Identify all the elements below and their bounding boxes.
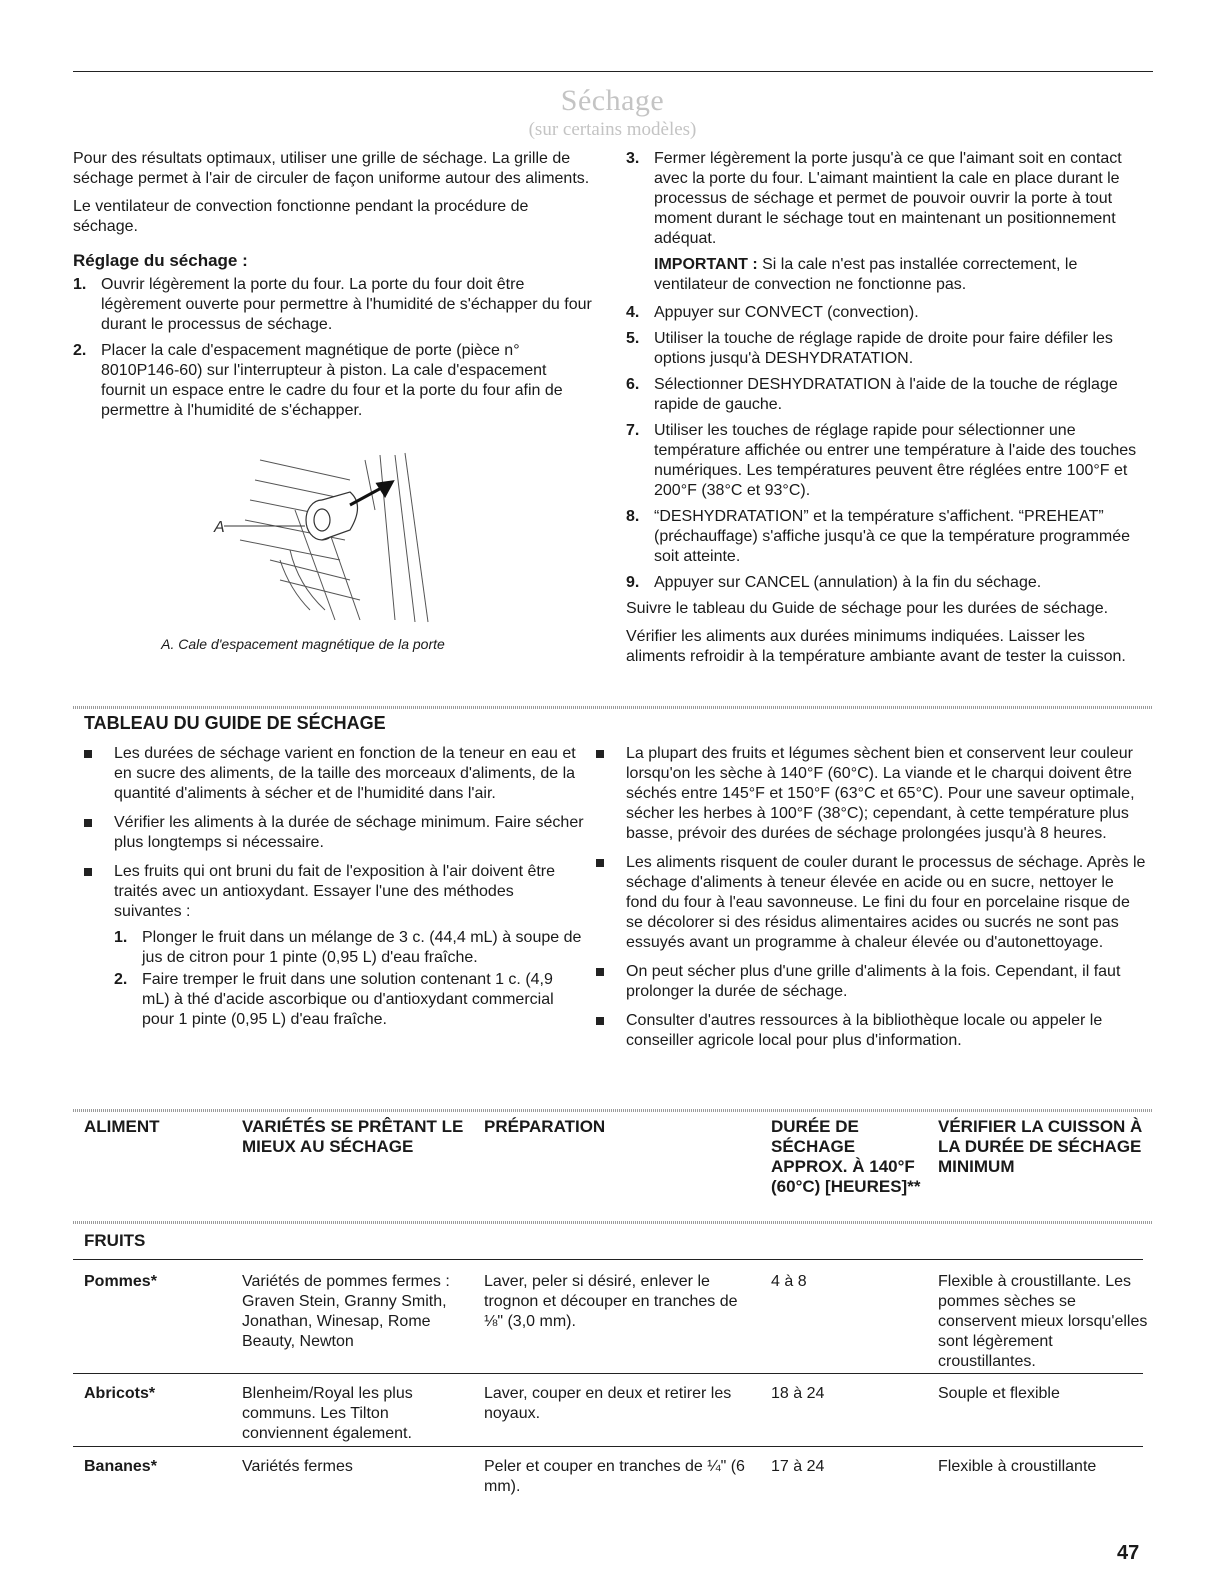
step-item: 6. Sélectionner DESHYDRATATION à l'aide de la touche de réglage rapide de gauche.	[626, 376, 1118, 413]
steps-list	[73, 275, 593, 421]
bullet-item: Vérifier les aliments à la durée de séchage minimum. Faire sécher plus longtemps si nécessaire.	[84, 813, 584, 853]
step-item: 2. Placer la cale d'espacement magnétique de porte (pièce n° 8010P146-60) sur l'interrupteur à piston. La cale d'espacement fournit un espace entre le cadre du four et la porte du four afin de permettre à l'humidité de s'échapper.	[73, 342, 563, 419]
bullet-item: Les aliments risquent de couler durant le processus de séchage. Après le séchage d'aliments à teneur élevée en acide ou en sucre, nettoyer le fond du four à l'eau savonneuse. Le fini du four en porcelaine risque de se décolorer si des résidus alimentaires acides ou sucrés ne sont pas essuyés avant un programme à chaleur élevée ou d'autonettoyage.	[596, 853, 1146, 953]
header-varieties: VARIÉTÉS SE PRÊTANT LE MIEUX AU SÉCHAGE	[242, 1117, 464, 1156]
table-row-time: 4 à 8	[771, 1273, 807, 1290]
right-column	[626, 149, 1148, 675]
table-row-food: Abricots*	[84, 1385, 156, 1402]
table-divider	[73, 1221, 1153, 1224]
bullet-item: La plupart des fruits et légumes sèchent bien et conservent leur couleur lorsqu'on les sèche à 140°F (60°C). La viande et le charqui doivent être séchés entre 145°F et 150°F (63°C et 65°C). Pour une saveur optimale, sécher les herbes à 100°F (38°C); cependant, à cette température plus basse, prévoir des durées de séchage prolongées jusqu'à 8 heures.	[596, 744, 1146, 844]
header-preparation: PRÉPARATION	[484, 1117, 606, 1136]
bullet-square-icon	[596, 859, 604, 867]
table-row-food: Bananes*	[84, 1458, 157, 1475]
bullet-item: Les fruits qui ont bruni du fait de l'exposition à l'air doivent être traités avec un antioxydant. Essayer l'une des méthodes suivantes : 1. Plonger le fruit dans un mélange de 3 c. (44,4 mL) à soupe de jus de citron pour 1 pinte (0,95 L) d'eau fraîche. 2. Faire tremper le fruit dans une solution contenant 1 c. (4,9 mL) à thé d'acide ascorbique ou d'antioxydant commercial pour 1 pinte (0,95 L) d'eau fraîche.	[84, 862, 584, 1030]
door-spacer-illustration	[200, 450, 460, 630]
bullet-item: Les durées de séchage varient en fonction de la teneur en eau et en sucre des aliments, de la taille des morceaux d'aliments, de la quantité d'aliments à sécher et de l'humidité dans l'air.	[84, 744, 584, 804]
step-item: 8. “DESHYDRATATION” et la température s'affichent. “PREHEAT” (préchauffage) s'affiche jusqu'à ce que la température programmée soit atteinte.	[626, 508, 1131, 565]
page-title: Séchage	[560, 84, 665, 117]
table-row-preparation: Laver, couper en deux et retirer les noyaux.	[484, 1385, 732, 1422]
bullet-square-icon	[84, 868, 92, 876]
section-divider	[73, 706, 1153, 709]
bullet-list	[596, 744, 1146, 1051]
sub-step-item: 2. Faire tremper le fruit dans une solution contenant 1 c. (4,9 mL) à thé d'acide ascorbique ou d'antioxydant commercial pour 1 pinte (0,95 L) d'eau fraîche.	[114, 971, 554, 1028]
step-item: 7. Utiliser les touches de réglage rapide pour sélectionner une température affichée ou entrer une température à l'aide des touches numériques. Les températures peuvent être réglées entre 100°F et 200°F (38°C et 93°C).	[626, 422, 1137, 499]
row-rule	[73, 1373, 1143, 1374]
header-drying-time: DURÉE DE SÉCHAGE APPROX. À 140°F (60°C) [HEURES]**	[771, 1117, 921, 1196]
table-row-time: 17 à 24	[771, 1458, 825, 1475]
important-label: IMPORTANT :	[654, 256, 758, 273]
left-column	[73, 149, 593, 427]
paragraph: Suivre le tableau du Guide de séchage pour les durées de séchage.	[626, 600, 1109, 617]
category-fruits: FRUITS	[84, 1231, 146, 1250]
step-item: 5. Utiliser la touche de réglage rapide de droite pour faire défiler les options jusqu'à DESHYDRATATION.	[626, 330, 1113, 367]
header-food: ALIMENT	[84, 1117, 160, 1136]
steps-list	[626, 149, 1148, 249]
table-row-check: Flexible à croustillante. Les pommes sèches se conservent mieux lorsqu'elles sont légèrement croustillantes.	[938, 1273, 1148, 1370]
table-row-varieties: Variétés fermes	[242, 1458, 353, 1475]
paragraph: Vérifier les aliments aux durées minimums indiquées. Laisser les aliments refroidir à la température ambiante avant de tester la cuisson.	[626, 628, 1126, 665]
steps-list	[626, 303, 1148, 593]
figure-label: A	[214, 519, 225, 536]
bullet-square-icon	[84, 819, 92, 827]
bullet-square-icon	[596, 968, 604, 976]
table-row-preparation: Peler et couper en tranches de ¼" (6 mm).	[484, 1458, 745, 1495]
bullet-list	[84, 744, 584, 1030]
table-divider	[73, 1109, 1153, 1112]
table-row-varieties: Variétés de pommes fermes : Graven Stein, Granny Smith, Jonathan, Winesap, Rome Beauty, Newton	[242, 1273, 450, 1350]
top-rule	[73, 71, 1153, 72]
section-heading: Réglage du séchage :	[73, 251, 248, 270]
bullet-item: Consulter d'autres ressources à la bibliothèque locale ou appeler le conseiller agricole local pour plus d'information.	[596, 1011, 1146, 1051]
bullet-item: On peut sécher plus d'une grille d'aliments à la fois. Cependant, il faut prolonger la durée de séchage.	[596, 962, 1146, 1002]
guide-title: TABLEAU DU GUIDE DE SÉCHAGE	[84, 713, 386, 733]
intro-paragraph: Pour des résultats optimaux, utiliser une grille de séchage. La grille de séchage permet à l'air de circuler de façon uniforme autour des aliments.	[73, 150, 590, 187]
bullet-square-icon	[596, 750, 604, 758]
header-check: VÉRIFIER LA CUISSON À LA DURÉE DE SÉCHAGE MINIMUM	[938, 1117, 1143, 1176]
figure-caption: A. Cale d'espacement magnétique de la porte	[161, 636, 445, 652]
row-rule	[73, 1446, 1143, 1447]
step-item: 4. Appuyer sur CONVECT (convection).	[626, 304, 919, 321]
page-subtitle: (sur certains modèles)	[528, 119, 697, 140]
bullet-square-icon	[596, 1017, 604, 1025]
table-row-preparation: Laver, peler si désiré, enlever le trognon et découper en tranches de ⅛" (3,0 mm).	[484, 1273, 738, 1330]
table-row-varieties: Blenheim/Royal les plus communs. Les Tilton conviennent également.	[242, 1385, 413, 1442]
step-item: 3. Fermer légèrement la porte jusqu'à ce que l'aimant soit en contact avec la porte du four. L'aimant maintient la cale en place durant le processus de séchage et permet de pouvoir ouvrir la porte à tout moment durant le séchage tout en maintenant un positionnement adéquat.	[626, 150, 1122, 247]
intro-paragraph: Le ventilateur de convection fonctionne pendant la procédure de séchage.	[73, 198, 529, 235]
table-row-check: Souple et flexible	[938, 1385, 1060, 1402]
guide-right-column	[596, 744, 1146, 1060]
sub-step-item: 1. Plonger le fruit dans un mélange de 3 c. (44,4 mL) à soupe de jus de citron pour 1 pinte (0,95 L) d'eau fraîche.	[114, 929, 582, 966]
table-row-food: Pommes*	[84, 1273, 157, 1290]
row-rule	[73, 1259, 1143, 1260]
sub-steps-list	[114, 928, 584, 1030]
important-note: IMPORTANT : Si la cale n'est pas installée correctement, le ventilateur de convection ne fonctionne pas.	[654, 256, 1078, 293]
step-item: 9. Appuyer sur CANCEL (annulation) à la fin du séchage.	[626, 574, 1042, 591]
step-item: 1. Ouvrir légèrement la porte du four. La porte du four doit être légèrement ouverte pour permettre à l'humidité de s'échapper du four durant le processus de séchage.	[73, 276, 592, 333]
table-row-check: Flexible à croustillante	[938, 1458, 1097, 1475]
bullet-square-icon	[84, 750, 92, 758]
guide-left-column	[84, 744, 584, 1039]
table-row-time: 18 à 24	[771, 1385, 825, 1402]
page-number: 47	[1117, 1542, 1140, 1564]
